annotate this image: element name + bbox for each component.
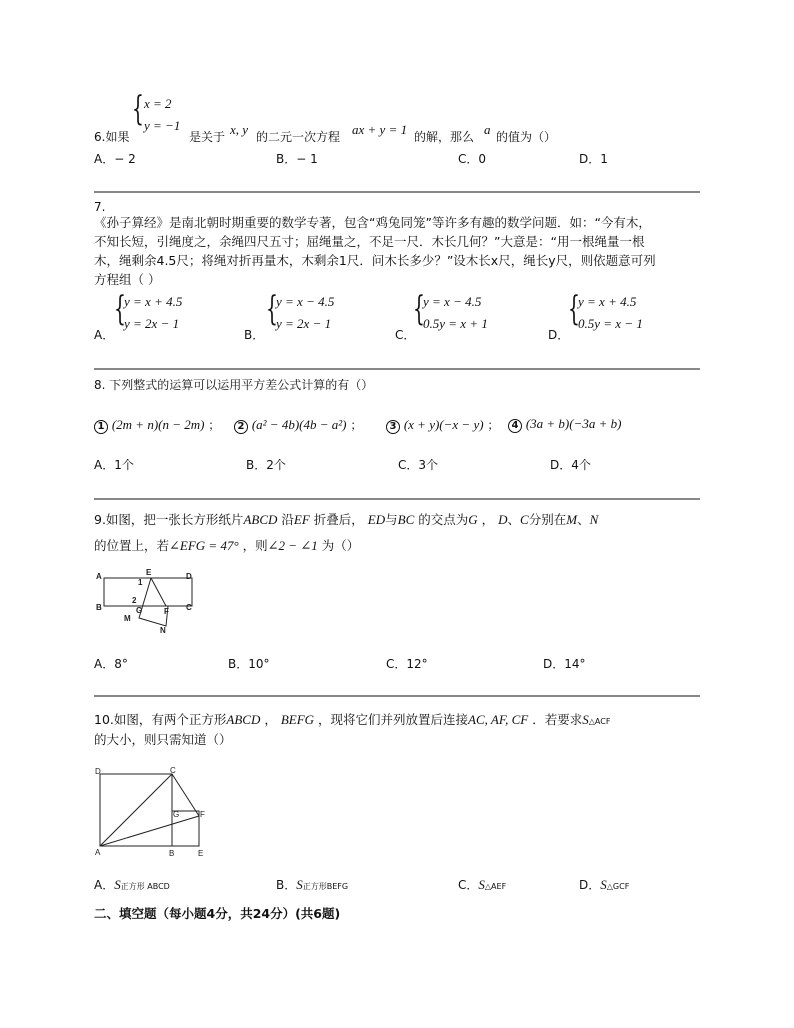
divider [94,695,700,697]
option-eq1: y = x − 4.5 [423,294,482,309]
brace: { [114,289,126,329]
q10-text: 10.如图，有两个正方形 [94,712,227,727]
option-eq2: 0.5y = x − 1 [578,316,643,331]
label-d: D [95,767,101,776]
q8-item-2 [234,416,362,434]
q8-expr: (a² − 4b)(4b − a²) [251,417,347,432]
option-label: B． [276,878,297,892]
q9-text: ，则 [242,538,268,553]
option-eq1: y = x + 4.5 [124,294,183,309]
q6-text: 是关于 [189,130,226,144]
option-sub: △GCF [606,882,630,891]
q8-expr: (x + y)(−x − y) [403,417,484,432]
q8-item-3 [386,416,499,434]
option-label: D． [548,328,570,342]
label-a: A [96,572,102,581]
option-b[interactable]: B．− 1 [276,152,318,166]
option-a[interactable]: A．− 2 [94,152,136,166]
q10-var: BEFG [280,712,315,727]
option-eq1: y = x + 4.5 [578,294,637,309]
option-label: C． [458,878,479,892]
q9-text: 的交点为 [418,512,469,527]
option-s: S [478,877,485,892]
q6-vars: x, y [230,122,249,137]
q7-line: 《孙子算经》是南北朝时期重要的数学专著，包含“鸡兔同笼”等许多有趣的数学问题．如：“今有木， [94,215,651,230]
q9-var: D [498,512,508,527]
option-eq2: y = 2x − 1 [124,316,180,331]
q9-text: 与 [385,512,398,527]
q7-number: 7. [94,200,106,214]
q8-expr: (2m + n)(n − 2m) [111,417,205,432]
q9-text: 折叠后， [313,512,364,527]
q9-var: C [520,512,529,527]
option-eq2: 0.5y = x + 1 [423,316,488,331]
section-heading: 二、填空题（每小题4分，共24分）(共6题) [94,906,341,921]
label-a: A [95,848,101,857]
separator: ； [350,418,363,432]
label-d: D [186,572,192,581]
label-g: G [136,606,143,615]
rectangle-abcd [104,578,192,606]
q10-var: ABCD [226,712,261,727]
circle-number: 3 [386,420,400,434]
option-sub: 正方形 ABCD [120,882,170,891]
brace: { [266,289,278,329]
label-c: C [170,766,176,775]
q9-text: 9.如图，把一张长方形纸片 [94,512,244,527]
q10-text: ， [264,712,277,727]
q8-expr: (3a + b)(−3a + b) [525,416,622,431]
q7-line: 方程组（ ） [94,272,161,287]
q9-text: 、 [507,512,521,527]
option-label: A． [94,878,115,892]
q10-text: ．若要求 [532,712,583,727]
q7-line: 木，绳剩余4.5尺；将绳对折再量木，木剩余1尺．问木长多少？”设木长x尺，绳长y尺，则依题意可列 [94,253,656,268]
option-b[interactable] [276,876,348,893]
q6-a: a [484,122,491,137]
option-b[interactable]: B．2个 [246,458,286,472]
label-g: G [173,810,180,819]
q9-var: G [468,512,478,527]
q9-line-2 [94,536,359,554]
option-c[interactable]: C．0 [458,152,487,166]
q8-item-1 [94,416,220,434]
q8-text: 8. 下列整式的运算可以运用平方差公式计算的有（） [94,378,374,392]
option-label: C． [395,328,416,342]
q9-text: 为（） [321,538,360,553]
circle-number: 4 [508,419,522,433]
angle-1-label: 1 [138,578,143,587]
q9-text: ， [481,512,495,527]
divider [94,191,700,193]
divider [94,368,700,370]
q6-equation: ax + y = 1 [352,122,408,137]
separator: ； [208,418,221,432]
q9-var: EF [293,512,310,527]
q7-text [94,213,704,289]
option-s: S [600,877,607,892]
label-m: M [124,614,131,623]
q9-text: 、 [577,512,590,527]
label-c: C [186,603,192,612]
q6-prefix: 6.如果 [94,130,130,144]
q9-text: 的位置上，若 [94,538,170,553]
option-a[interactable]: A．8° [94,657,128,671]
separator: ； [487,418,500,432]
q9-text: 分别在 [528,512,567,527]
option-c[interactable]: C．12° [386,657,428,671]
q9-text: 沿 [281,512,294,527]
option-s: S [296,877,303,892]
option-b[interactable]: B．10° [228,657,270,671]
q10-s-sub: △ACF [588,717,611,726]
divider [94,498,700,500]
squares-figure [92,764,210,859]
option-label: D． [579,878,601,892]
option-d[interactable]: D．1 [579,152,608,166]
q9-angle-expr: ∠2 − ∠1 [267,538,318,553]
option-sub: △AEF [484,882,507,891]
q7-line: 不知长短，引绳度之，余绳四尺五寸；屈绳量之，不足一尺．木长几何？”大意是：“用一根绳量一根 [94,234,645,249]
option-a[interactable] [94,876,170,893]
circle-number: 2 [234,420,248,434]
q9-var: ABCD [243,512,278,527]
option-label: B． [244,328,265,342]
label-f: F [164,607,169,616]
q9-var: BC [397,512,415,527]
label-e: E [146,568,152,577]
option-label: A． [94,328,115,342]
q8-item-4 [508,416,621,433]
brace: { [132,89,144,129]
fold-line-ef [151,578,166,606]
option-sub: 正方形BEFG [302,882,349,891]
option-c[interactable]: C．3个 [398,458,439,472]
label-f: F [200,810,205,819]
q10-text: ，现将它们并列放置后连接 [318,712,469,727]
q6-text: 的二元一次方程 [256,130,341,144]
system-line-1: x = 2 [144,96,172,111]
option-d[interactable]: D．14° [543,657,586,671]
label-b: B [169,849,175,858]
option-s: S [114,877,121,892]
brace: { [568,289,580,329]
label-e: E [198,849,204,858]
label-b: B [96,603,102,612]
label-n: N [160,626,166,635]
q9-line-1 [94,510,598,528]
q10-lines: AC, AF, CF [468,712,529,727]
option-d[interactable]: D．4个 [550,458,591,472]
brace: { [413,289,425,329]
q10-line-2: 的大小，则只需知道（） [94,732,232,747]
angle-2-label: 2 [132,596,137,605]
system-line-2: y = −1 [144,118,181,133]
fold-figure [94,566,204,636]
option-eq1: y = x − 4.5 [276,294,335,309]
option-a[interactable]: A．1个 [94,458,134,472]
q6-text: 的值为（） [496,130,557,144]
q9-var: ED [367,512,386,527]
q9-angle: ∠EFG = 47° [169,538,239,553]
q9-var: N [589,512,599,527]
circle-number: 1 [94,420,108,434]
q6-text: 的解，那么 [414,130,475,144]
option-d[interactable] [579,876,629,893]
option-c[interactable] [458,876,506,893]
q10-line-1 [94,710,610,728]
q9-var: M [566,512,578,527]
option-eq2: y = 2x − 1 [276,316,332,331]
q10-s: S [582,712,589,727]
